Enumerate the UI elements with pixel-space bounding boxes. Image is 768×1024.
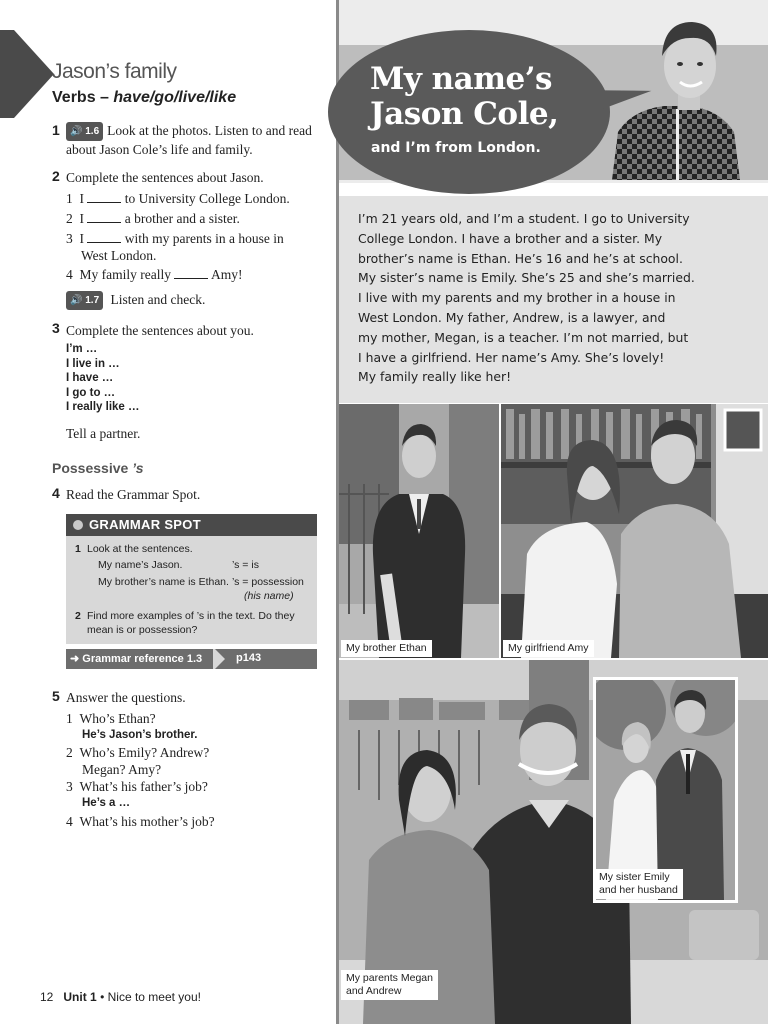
exercise-3: 3 bbox=[52, 320, 60, 336]
exercise-4: 4 bbox=[52, 485, 60, 501]
ex5-item-1: 1 Who’s Ethan? bbox=[66, 711, 156, 726]
grammar-spot-title: GRAMMAR SPOT bbox=[89, 517, 201, 532]
caption-ethan: My brother Ethan bbox=[341, 640, 432, 657]
ex5-item-3: 3 What’s his father’s job? bbox=[66, 779, 208, 794]
unit-tab bbox=[0, 30, 14, 118]
photo-amy bbox=[501, 404, 768, 658]
ex5-item-4: 4 What’s his mother’s job? bbox=[66, 814, 215, 829]
gs-point-1: Look at the sentences. bbox=[87, 543, 193, 555]
ex3-partner: Tell a partner. bbox=[66, 426, 141, 441]
photo-ethan bbox=[339, 404, 499, 658]
ex2-listen-check: 🔊 1.7 Listen and check. bbox=[66, 291, 205, 310]
ex3-prompts: I’m … I live in … I have … I go to … I really like … bbox=[66, 343, 140, 413]
exercise-2: 2 bbox=[52, 168, 60, 184]
exercise-1: 1 bbox=[52, 122, 60, 138]
gs-point-2: Find more examples of ’s in the text. Do they bbox=[87, 610, 295, 622]
ex2-item-1: 1 I to University College London. bbox=[66, 191, 290, 206]
ex2-item-3-cont: West London. bbox=[81, 248, 157, 263]
exercise-5: 5 bbox=[52, 688, 60, 704]
bubble-subheading: and I’m from London. bbox=[371, 140, 541, 156]
caption-parents: My parents Megan and Andrew bbox=[341, 970, 438, 1000]
exercise-1-text: 🔊 1.6 Look at the photos. Listen to and read about Jason Cole’s life and family. bbox=[66, 123, 312, 157]
grammar-reference-link[interactable]: ➜ Grammar reference 1.3 bbox=[70, 653, 203, 665]
exercise-2-instruction: Complete the sentences about Jason. bbox=[66, 170, 264, 185]
photo-emily-illustration bbox=[596, 680, 735, 900]
grammar-spot-dot bbox=[73, 520, 83, 530]
caption-amy: My girlfriend Amy bbox=[503, 640, 594, 657]
grammar-reference-page[interactable]: p143 bbox=[236, 652, 262, 664]
caption-emily: My sister Emily and her husband bbox=[594, 869, 683, 899]
ex5-answer-3: He’s a … bbox=[82, 797, 131, 809]
grammar-reference-arrow bbox=[215, 649, 225, 669]
blank bbox=[174, 268, 208, 279]
blank bbox=[87, 212, 121, 223]
exercise-4-instruction: Read the Grammar Spot. bbox=[66, 487, 201, 502]
bubble-heading: My name’s Jason Cole, bbox=[370, 61, 559, 132]
exercise-5-instruction: Answer the questions. bbox=[66, 690, 186, 705]
possessive-heading: Possessive ’s bbox=[52, 460, 144, 476]
ex5-item-2: 2 Who’s Emily? Andrew? bbox=[66, 745, 210, 760]
ex2-item-2: 2 I a brother and a sister. bbox=[66, 211, 240, 226]
ex2-item-4: 4 My family really Amy! bbox=[66, 267, 243, 282]
ex5-item-2-cont: Megan? Amy? bbox=[82, 762, 162, 777]
ex5-answer-1: He’s Jason’s brother. bbox=[82, 729, 198, 741]
section-title: Jason’s family bbox=[52, 60, 177, 83]
blank bbox=[87, 192, 121, 203]
bio-text: I’m 21 years old, and I’m a student. I go to University College London. I have a brother and a sister. My brother’s name is Ethan. He’s 16 and he’s at school. My sister’s name is Emily. She’s 25 and she’s married. I live with my parents and my brother in a house in West London. My father, Andrew, is a lawyer, and my mother, Megan, is a teacher. I’m not married, but I have a girlfriend. Her name’s Amy. She’s lovely! My family really like her! bbox=[358, 211, 695, 385]
section-subtitle: Verbs – have/go/live/like bbox=[52, 89, 237, 106]
unit-tab-arrow bbox=[14, 30, 54, 118]
blank bbox=[87, 232, 121, 243]
audio-track-badge[interactable]: 🔊 1.7 bbox=[66, 291, 103, 310]
photo-ethan-illustration bbox=[339, 404, 499, 658]
page-footer: 12 Unit 1 • Nice to meet you! bbox=[40, 990, 201, 1004]
audio-track-badge[interactable]: 🔊 1.6 bbox=[66, 122, 103, 141]
exercise-3-instruction: Complete the sentences about you. bbox=[66, 323, 254, 338]
ex2-item-3: 3 I with my parents in a house in bbox=[66, 231, 284, 246]
photo-amy-illustration bbox=[501, 404, 768, 658]
